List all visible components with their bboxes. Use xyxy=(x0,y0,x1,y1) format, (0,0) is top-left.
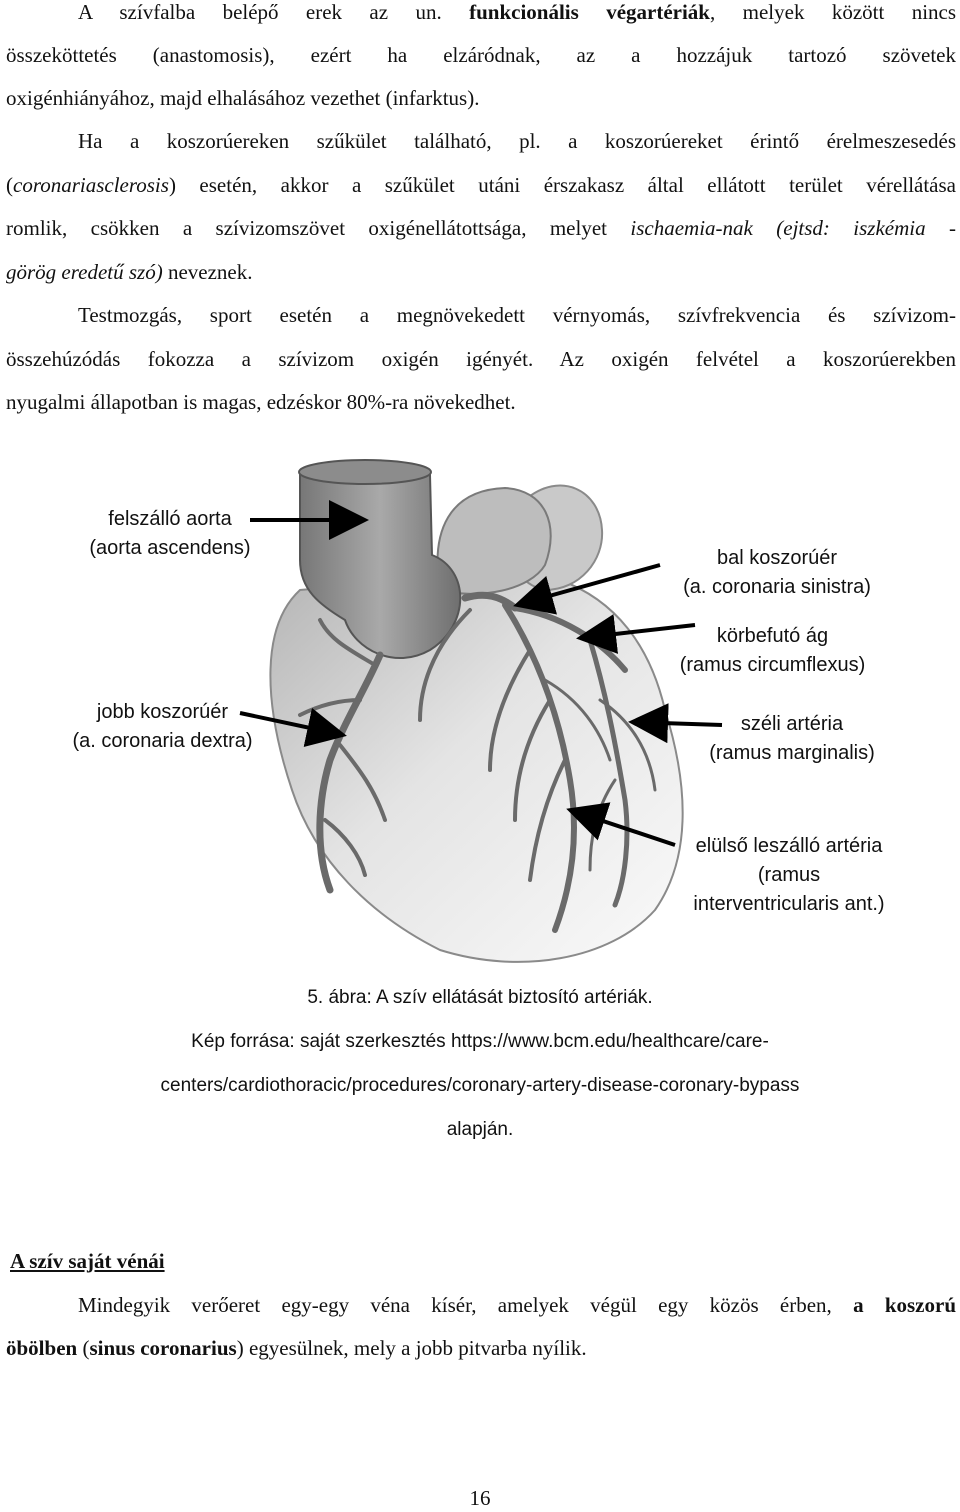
label-circumflex xyxy=(660,622,885,680)
figure-caption-source-url: centers/cardiothoracic/procedures/coronary-artery-disease-coronary-bypass xyxy=(160,1075,800,1096)
label-right-coronary xyxy=(55,698,270,756)
paragraph-3-line-3: nyugalmi állapotban is magas, edzéskor 80%-ra növekedhet. xyxy=(6,390,516,414)
paragraph-2-line-4 xyxy=(6,257,956,287)
text-span: A szívfalba belépő erek az un. xyxy=(78,0,442,24)
label-line: körbefutó ág xyxy=(716,625,829,647)
figure-caption-source: Kép forrása: saját szerkesztés https://www.bcm.edu/healthcare/care- xyxy=(191,1031,769,1052)
aorta-top xyxy=(299,460,431,484)
page-number: 16 xyxy=(469,1486,491,1510)
section-paragraph-line-1 xyxy=(78,1290,956,1320)
paragraph-1-line-1 xyxy=(78,0,956,27)
label-line: (ramus marginalis) xyxy=(709,742,875,764)
label-line: interventricularis ant.) xyxy=(693,893,885,915)
label-line: (aorta ascendens) xyxy=(89,537,251,559)
italic-term: coronariasclerosis xyxy=(13,173,169,197)
label-line: jobb koszorúér xyxy=(96,701,229,723)
italic-term: ischaemia-nak (ejtsd: iszkémia - xyxy=(630,216,957,240)
label-marginal xyxy=(693,710,891,768)
label-line: (a. coronaria dextra) xyxy=(72,730,253,752)
label-anterior-descending xyxy=(675,832,903,919)
italic-term: görög eredetű szó) xyxy=(6,260,163,284)
text-span: ) egyesülnek, mely a jobb pitvarba nyílik. xyxy=(236,1336,587,1360)
text-span: ) esetén, akkor a szűkület utáni érszakasz által ellátott terület vérellátása xyxy=(168,173,956,197)
label-line: bal koszorúér xyxy=(716,547,838,569)
text-span: romlik, csökken a szívizomszövet oxigénellátottsága, melyet xyxy=(6,216,607,240)
text-span: , melyek között nincs xyxy=(710,0,957,24)
label-line: széli artéria xyxy=(740,713,844,735)
paragraph-3-line-2: összehúzódás fokozza a szívizom oxigén igényét. Az oxigén felvétel a koszorúerekben xyxy=(6,347,956,371)
figure-caption-end: alapján. xyxy=(446,1119,514,1140)
bold-term: sinus coronarius xyxy=(89,1336,237,1360)
label-line: (ramus xyxy=(757,864,821,886)
paragraph-1-line-3: oxigénhiányához, majd elhalásához vezethet (infarktus). xyxy=(6,86,480,110)
paragraph-2-line-2 xyxy=(6,170,956,200)
paragraph-2-line-1: Ha a koszorúereken szűkület található, pl. a koszorúereket érintő érelmeszesedés xyxy=(78,129,956,153)
label-line: (ramus circumflexus) xyxy=(679,654,866,676)
label-line: (a. coronaria sinistra) xyxy=(683,576,871,598)
figure-caption-title: 5. ábra: A szív ellátását biztosító artériák. xyxy=(307,987,653,1008)
label-line: elülső leszálló artéria xyxy=(695,835,883,857)
label-aorta xyxy=(80,505,260,563)
bold-term: a koszorú xyxy=(853,1293,956,1317)
label-line: felszálló aorta xyxy=(108,508,232,530)
text-span: Mindegyik verőeret egy-egy véna kísér, amelyek végül egy közös érben, xyxy=(78,1293,832,1317)
paragraph-2-line-3 xyxy=(6,213,956,243)
paragraph-1-line-2: összeköttetés (anastomosis), ezért ha elzáródnak, az a hozzájuk tartozó szövetek xyxy=(6,43,956,67)
label-left-coronary xyxy=(666,544,888,602)
text-span: ( xyxy=(6,173,13,197)
section-heading: A szív saját vénái xyxy=(10,1249,165,1273)
text-span: neveznek. xyxy=(167,260,253,284)
bold-term: öbölben xyxy=(6,1336,78,1360)
paragraph-3-line-1: Testmozgás, sport esetén a megnövekedett vérnyomás, szívfrekvencia és szívizom- xyxy=(78,303,956,327)
section-paragraph-line-2 xyxy=(6,1333,956,1363)
bold-term: funkcionális végartériák xyxy=(469,0,710,24)
text-span: ( xyxy=(82,1336,90,1360)
